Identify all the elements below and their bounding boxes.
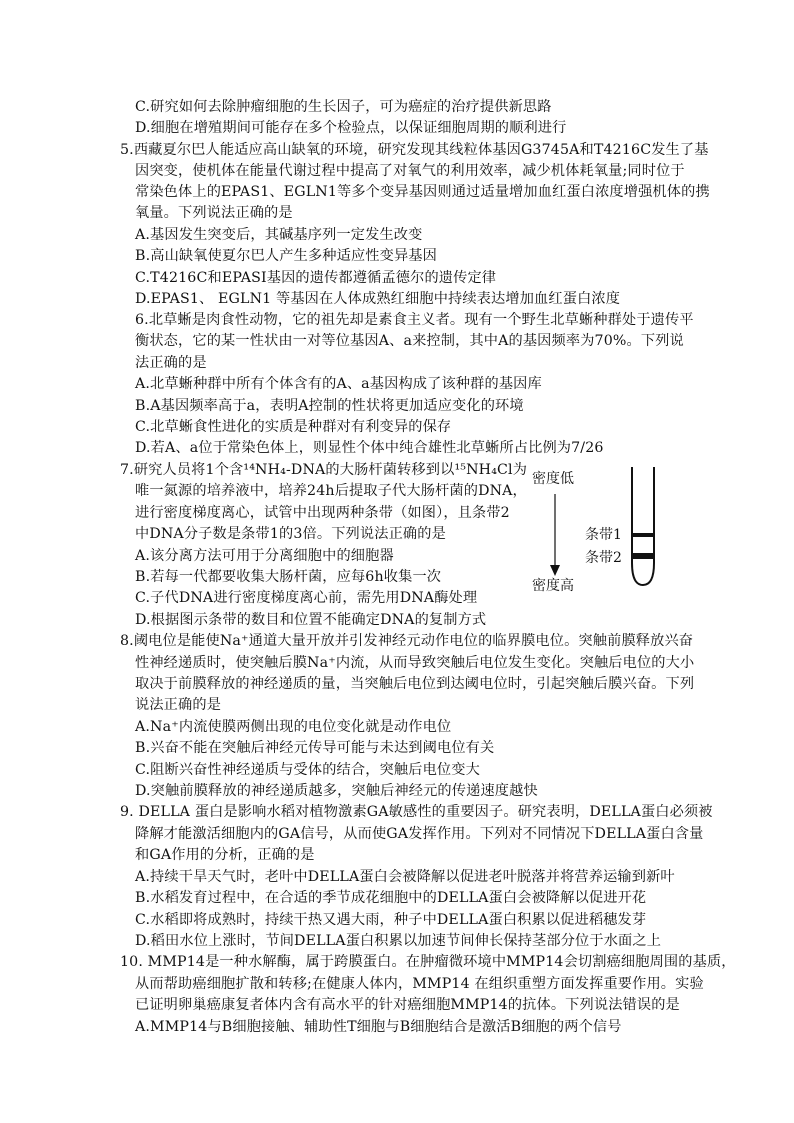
text-line: 性神经递质时，使突触后膜Na⁺内流，从而导致突触后电位发生变化。突触后电位的大小 [135, 655, 695, 671]
text-line: 10. MMP14是一种水解酶，属于跨膜蛋白。在肿瘤微环境中MMP14会切割癌细胞周围的基质， [120, 954, 736, 970]
text-line: 氧量。下列说法正确的是 [135, 205, 293, 221]
text-line: B.A基因频率高于a，表明A控制的性状将更加适应变化的环境 [135, 398, 524, 414]
test-tube [632, 467, 654, 585]
density-low-label: 密度低 [532, 471, 574, 487]
text-line: 因突变，使机体在能量代谢过程中提高了对氧气的利用效率，减少机体耗氧量;同时位于 [135, 163, 685, 179]
text-line: C.阻断兴奋性神经递质与受体的结合，突触后电位变大 [135, 762, 480, 778]
text-line: A.北草蜥种群中所有个体含有的A、a基因构成了该种群的基因库 [135, 376, 542, 392]
text-line: B.兴奋不能在突触后神经元传导可能与未达到阈电位有关 [135, 740, 495, 756]
text-line: 常染色体上的EPAS1、EGLN1等多个变异基因则通过适量增加血红蛋白浓度增强机体的携 [135, 184, 710, 200]
band-2 [633, 553, 653, 559]
text-line: C.研究如何去除肿瘤细胞的生长因子，可为癌症的治疗提供新思路 [135, 99, 552, 115]
text-line: D.若A、a位于常染色体上，则显性个体中纯合雄性北草蜥所占比例为7/26 [135, 440, 604, 456]
text-line: 法正确的是 [135, 355, 207, 371]
text-line: C.子代DNA进行密度梯度离心前，需先用DNA酶处理 [135, 590, 478, 606]
band-1 [633, 533, 653, 537]
text-line: A.该分离方法可用于分离细胞中的细胞器 [135, 548, 394, 564]
band-1-label: 条带1 [585, 527, 622, 543]
text-line: D.EPAS1、 EGLN1 等基因在人体成熟红细胞中持续表达增加血红蛋白浓度 [135, 291, 621, 307]
text-line: D.细胞在增殖期间可能存在多个检验点，以保证细胞周期的顺利进行 [135, 120, 567, 136]
text-line: 降解才能激活细胞内的GA信号，从而使GA发挥作用。下列对不同情况下DELLA蛋白含量 [135, 826, 704, 842]
text-line: 衡状态，它的某一性状由一对等位基因A、a来控制，其中A的基因频率为70%。下列说 [135, 333, 684, 349]
centrifuge-tube-figure [528, 463, 668, 593]
text-line: 和GA作用的分析，正确的是 [135, 847, 315, 863]
down-arrow-icon [550, 494, 560, 576]
text-line: A.MMP14与B细胞接触、辅助性T细胞与B细胞结合是激活B细胞的两个信号 [135, 1019, 622, 1035]
text-line: A.基因发生突变后，其碱基序列一定发生改变 [135, 227, 423, 243]
text-line: 6.北草蜥是肉食性动物，它的祖先却是素食主义者。现有一个野生北草蜥种群处于遗传平 [135, 312, 694, 328]
text-line: 8.阈电位是能使Na⁺通道大量开放并引发神经元动作电位的临界膜电位。突触前膜释放兴奋 [120, 633, 694, 649]
text-line: B.若每一代都要收集大肠杆菌，应每6h收集一次 [135, 569, 442, 585]
text-line: 说法正确的是 [135, 697, 222, 713]
text-line: A.持续干旱天气时，老叶中DELLA蛋白会被降解以促进老叶脱落并将营养运输到新叶 [135, 869, 675, 885]
text-line: 已证明卵巢癌康复者体内含有高水平的针对癌细胞MMP14的抗体。下列说法错误的是 [135, 997, 680, 1013]
text-line: C.北草蜥食性进化的实质是种群对有利变异的保存 [135, 419, 452, 435]
text-line: 唯一氮源的培养液中，培养24h后提取子代大肠杆菌的DNA， [135, 483, 527, 499]
text-line: B.高山缺氧使夏尔巴人产生多种适应性变异基因 [135, 248, 437, 264]
text-line: 取决于前膜释放的神经递质的量，当突触后电位到达阈电位时，引起突触后膜兴奋。下列 [135, 676, 695, 692]
text-line: B.水稻发育过程中，在合适的季节成花细胞中的DELLA蛋白会被降解以促进开花 [135, 890, 647, 906]
text-line: C.T4216C和EPASI基因的遗传都遵循孟德尔的遗传定律 [135, 270, 497, 286]
text-line: 进行密度梯度离心，试管中出现两种条带（如图），且条带2 [135, 505, 510, 521]
text-line: C.水稻即将成熟时，持续干热又遇大雨，种子中DELLA蛋白积累以促进稻穗发芽 [135, 912, 647, 928]
density-high-label: 密度高 [532, 578, 574, 593]
band-2-label: 条带2 [585, 550, 622, 566]
text-line: D.稻田水位上涨时，节间DELLA蛋白积累以加速节间伸长保持茎部分位于水面之上 [135, 933, 662, 949]
text-line: 9. DELLA 蛋白是影响水稻对植物激素GA敏感性的重要因子。研究表明，DELLA蛋白必须被 [120, 804, 713, 820]
text-line: 5.西藏夏尔巴人能适应高山缺氧的环境，研究发现其线粒体基因G3745A和T4216C发生了基 [120, 142, 709, 158]
text-line: D.突触前膜释放的神经递质越多，突触后神经元的传递速度越快 [135, 783, 538, 799]
text-line: 中DNA分子数是条带1的3倍。下列说法正确的是 [135, 526, 446, 542]
text-line: D.根据图示条带的数目和位置不能确定DNA的复制方式 [135, 612, 487, 628]
text-line: 从而帮助癌细胞扩散和转移;在健康人体内，MMP14 在组织重塑方面发挥重要作用。实验 [135, 976, 704, 992]
text-line: A.Na⁺内流使膜两侧出现的电位变化就是动作电位 [135, 719, 452, 735]
text-line: 7.研究人员将1个含¹⁴NH₄-DNA的大肠杆菌转移到以¹⁵NH₄Cl为 [120, 462, 528, 478]
